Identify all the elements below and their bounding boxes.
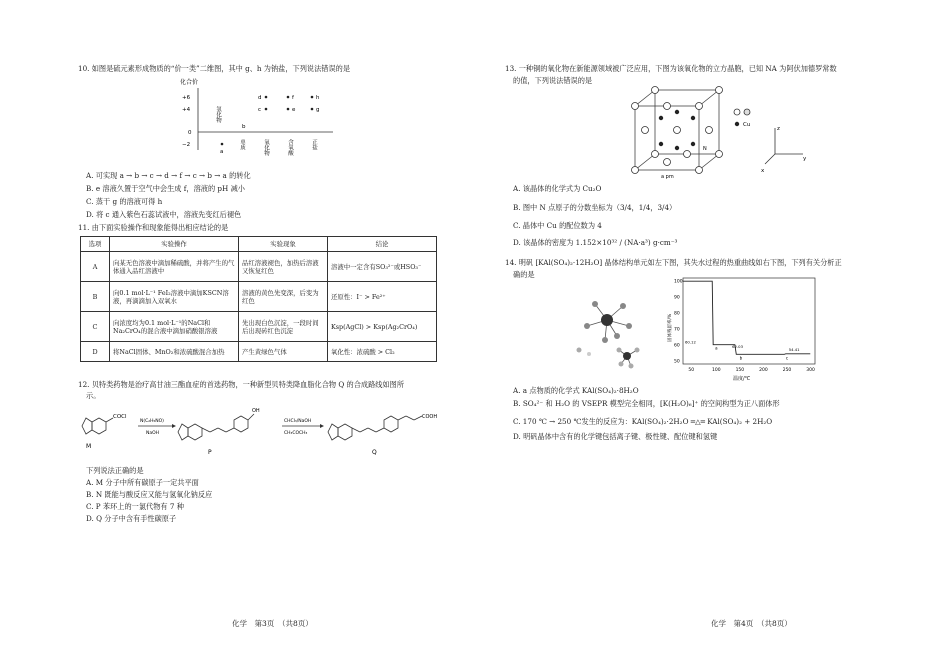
q14-option-b: B. SO₄²⁻ 和 H₂O 的 VSEPR 模型完全相同，[K(H₂O)₆]⁺ 的空间构型为正八面体形 bbox=[513, 399, 780, 408]
m-cocl: COCl bbox=[113, 414, 127, 420]
tga-point-label: c bbox=[785, 355, 789, 361]
label-p: P bbox=[208, 449, 212, 456]
footer-page-4: 化学 第4页 （共8页） bbox=[711, 619, 792, 628]
molecule-p bbox=[178, 414, 254, 440]
label-m: M bbox=[86, 443, 92, 450]
label-b: b bbox=[242, 124, 246, 130]
axis-x: x bbox=[761, 168, 765, 174]
ytick-4: +4 bbox=[182, 107, 191, 113]
q12-stem-line2: 示。 bbox=[86, 391, 101, 400]
coordinate-axes bbox=[765, 128, 803, 164]
tga-xtick-label: 50 bbox=[688, 368, 695, 373]
label-q: Q bbox=[372, 449, 377, 456]
q10-option-b: B. e 溶液久置于空气中会生成 f，溶液的 pH 减小 bbox=[86, 184, 245, 193]
row-operation: 向0.1 mol·L⁻¹ FeI₂溶液中滴加KSCN溶液，再滴滴加入双氧水 bbox=[110, 282, 239, 312]
q14-option-c: C. 170 ℃ → 250 ℃发生的反应为：KAl(SO₄)₂·2H₂O ═△═ KAl(SO₄)₂ + 2H₂O bbox=[513, 417, 773, 426]
q12-sub-stem: 下列说法正确的是 bbox=[86, 466, 144, 475]
tga-xtick-label: 250 bbox=[782, 368, 792, 373]
tga-annotation: 54.41 bbox=[788, 347, 800, 353]
tga-point-label: b bbox=[739, 355, 743, 361]
tga-ytick-label: 60 bbox=[674, 343, 680, 349]
point-c bbox=[265, 108, 268, 111]
tga-annotation: 60.12 bbox=[685, 339, 696, 345]
q13-stem-line1: 13. 一种铜的氧化物在新能源领域被广泛应用，下图为该氧化物的立方晶胞，已知 NA 为阿伏加德罗常数 bbox=[505, 64, 837, 73]
tga-curve bbox=[683, 281, 810, 354]
tga-ylabel: 固体残留率/% bbox=[668, 313, 673, 342]
page-right bbox=[475, 0, 950, 672]
th-conclusion: 结论 bbox=[328, 237, 437, 252]
xcat-hydride: 氢化物 bbox=[215, 106, 221, 123]
table-row bbox=[81, 342, 437, 362]
table-row bbox=[81, 252, 437, 282]
row-operation: 将NaCl固体、MnO₂和浓硫酸混合加热 bbox=[110, 342, 239, 362]
sulfate-center bbox=[623, 352, 631, 360]
xcat-element: 单质 bbox=[239, 139, 245, 150]
q13-option-a: A. 该晶体的化学式为 Cu₂O bbox=[513, 184, 602, 193]
reagent2-top: CHCl₃/NaOH bbox=[284, 419, 312, 424]
point-a bbox=[221, 143, 224, 146]
th-phenomenon: 实验现象 bbox=[239, 237, 328, 252]
footer-page-3: 化学 第3页 （共8页） bbox=[232, 619, 313, 628]
q13-stem-line2: 的值，下列说法错误的是 bbox=[513, 76, 593, 85]
row-phenomenon: 产生黄绿色气体 bbox=[239, 342, 328, 362]
q10-option-c: C. 蒸干 g 的溶液可得 h bbox=[86, 197, 163, 206]
row-option: D bbox=[81, 342, 110, 362]
o-atoms bbox=[632, 87, 723, 174]
q11-stem: 11. 由下面实验操作和现象能得出相应结论的是 bbox=[78, 223, 229, 232]
row-phenomenon: 品红溶液褪色，加热后溶液又恢复红色 bbox=[239, 252, 328, 282]
experiment-table bbox=[80, 236, 437, 362]
tga-ytick-label: 50 bbox=[674, 359, 680, 365]
row-option: A bbox=[81, 252, 110, 282]
th-operation: 实验操作 bbox=[110, 237, 239, 252]
ytick-0: 0 bbox=[188, 130, 192, 136]
legend-cu-label: Cu bbox=[743, 122, 751, 128]
q13-option-d: D. 该晶体的密度为 1.152×10³² / (NA·a³) g·cm⁻³ bbox=[513, 238, 678, 247]
q14-stem-line1: 14. 明矾 [KAl(SO₄)₂·12H₂O] 晶体结构单元如左下图，其失水过程的热重曲线如右下图，下列有关分析正 bbox=[505, 258, 842, 267]
row-phenomenon: 先出现白色沉淀，一段时间后出现砖红色沉淀 bbox=[239, 312, 328, 342]
crystal-cell-diagram bbox=[625, 84, 825, 180]
legend-o-symbol-2 bbox=[744, 109, 750, 115]
row-conclusion: 还原性：I⁻ > Fe²⁺ bbox=[328, 282, 437, 312]
tga-xlabel: 温度/℃ bbox=[733, 376, 751, 382]
th-option: 选项 bbox=[81, 237, 110, 252]
label-f: f bbox=[292, 95, 294, 101]
tga-point-label: a bbox=[715, 345, 718, 351]
table-row bbox=[81, 282, 437, 312]
q10-option-d: D. 将 c 通入紫色石蕊试液中，溶液先变红后褪色 bbox=[86, 210, 242, 219]
row-option: C bbox=[81, 312, 110, 342]
point-e bbox=[287, 108, 290, 111]
q10-stem: 10. 如图是硫元素形成物质的“价一类”二维图，其中 g、h 为钠盐，下列说法错误的是 bbox=[78, 64, 351, 73]
q12-option-a: A. M 分子中所有碳原子一定共平面 bbox=[86, 478, 199, 487]
row-conclusion: Ksp(AgCl) > Ksp(Ag₂CrO₄) bbox=[328, 312, 437, 342]
alum-structure-diagram bbox=[565, 290, 655, 370]
tga-ytick-label: 70 bbox=[674, 327, 680, 333]
tga-ytick-label: 100 bbox=[674, 279, 683, 285]
tga-xtick-label: 150 bbox=[735, 368, 745, 373]
molecule-q bbox=[328, 416, 422, 440]
q10-option-a: A. 可实现 a → b → c → d → f → c → b → a 的转化 bbox=[86, 171, 251, 180]
xcat-oxyacid: 含氧酸 bbox=[287, 139, 293, 156]
q13-option-b: B. 图中 N 点原子的分数坐标为（3/4，1/4，3/4） bbox=[513, 203, 677, 212]
reagent2-bottom: CH₃COCH₃ bbox=[284, 431, 308, 436]
q12-option-b: B. N 既能与酸反应又能与氢氧化钠反应 bbox=[86, 490, 213, 499]
table-header-row bbox=[81, 237, 437, 252]
q13-option-c: C. 晶体中 Cu 的配位数为 4 bbox=[513, 221, 602, 230]
tga-xtick-label: 300 bbox=[806, 368, 815, 373]
q14-option-a: A. a 点物质的化学式 KAl(SO₄)₂·8H₂O bbox=[513, 386, 639, 395]
tga-annotation: 62.03 bbox=[732, 343, 744, 349]
point-g bbox=[311, 108, 314, 111]
axis-z: z bbox=[777, 126, 780, 132]
tga-xtick-label: 100 bbox=[712, 368, 721, 373]
ytick-6: +6 bbox=[182, 95, 191, 101]
tga-ytick-label: 90 bbox=[674, 295, 680, 301]
point-d bbox=[265, 96, 268, 99]
point-f bbox=[287, 96, 290, 99]
p-oh: OH bbox=[252, 408, 260, 414]
central-atom bbox=[601, 314, 613, 326]
label-c: c bbox=[258, 107, 262, 113]
q14-option-d: D. 明矾晶体中含有的化学键包括离子键、极性键、配位键和氢键 bbox=[513, 432, 718, 441]
label-d: d bbox=[258, 95, 262, 101]
reagent1-top: N(C₂H₅NO) bbox=[140, 419, 164, 424]
tga-xtick-label: 200 bbox=[759, 368, 768, 373]
table-row bbox=[81, 312, 437, 342]
row-conclusion: 溶液中一定含有SO₃²⁻或HSO₃⁻ bbox=[328, 252, 437, 282]
point-n-label: N bbox=[703, 146, 707, 152]
synthesis-route-diagram bbox=[76, 404, 466, 462]
water-h bbox=[587, 352, 591, 356]
xcat-oxide: 氧化物 bbox=[263, 139, 269, 156]
row-conclusion: 氧化性：浓硫酸 > Cl₂ bbox=[328, 342, 437, 362]
legend-cu-symbol bbox=[735, 122, 739, 126]
molecule-m bbox=[82, 418, 113, 434]
q12-option-d: D. Q 分子中含有手性碳原子 bbox=[86, 514, 177, 523]
point-h bbox=[311, 96, 314, 99]
q14-stem-line2: 确的是 bbox=[513, 270, 535, 279]
xcat-salt: 正盐 bbox=[311, 139, 317, 150]
label-e: e bbox=[292, 107, 296, 113]
label-a: a bbox=[220, 149, 224, 155]
chart-ylabel: 化合价 bbox=[180, 79, 199, 86]
ytick-m2: −2 bbox=[182, 142, 191, 148]
row-operation: 向浓度均为0.1 mol·L⁻¹的NaCl和Na₂CrO₄的混合液中滴加硝酸银溶液 bbox=[110, 312, 239, 342]
cell-edge-label: a pm bbox=[661, 174, 674, 180]
row-option: B bbox=[81, 282, 110, 312]
label-g: g bbox=[316, 107, 320, 113]
q12-stem-line1: 12. 贝特类药物是治疗高甘油三酯血症的首选药物，一种新型贝特类降血脂化合物 Q 的合成路线如图所 bbox=[78, 380, 405, 389]
legend-o-symbol bbox=[734, 109, 740, 115]
valence-class-chart bbox=[168, 76, 348, 158]
reagent1-bottom: NaOH bbox=[146, 431, 160, 436]
water-atom bbox=[577, 348, 582, 353]
label-h: h bbox=[316, 95, 320, 101]
q-cooh: COOH bbox=[422, 414, 438, 420]
row-operation: 向某无色溶液中滴加稀硫酸，并将产生的气体通入品红溶液中 bbox=[110, 252, 239, 282]
row-phenomenon: 溶液的黄色先变深，后变为红色 bbox=[239, 282, 328, 312]
q12-option-c: C. P 苯环上的一氯代物有 7 种 bbox=[86, 502, 184, 511]
tga-chart bbox=[665, 272, 825, 382]
axis-y: y bbox=[803, 156, 807, 162]
tga-ytick-label: 80 bbox=[674, 311, 680, 317]
